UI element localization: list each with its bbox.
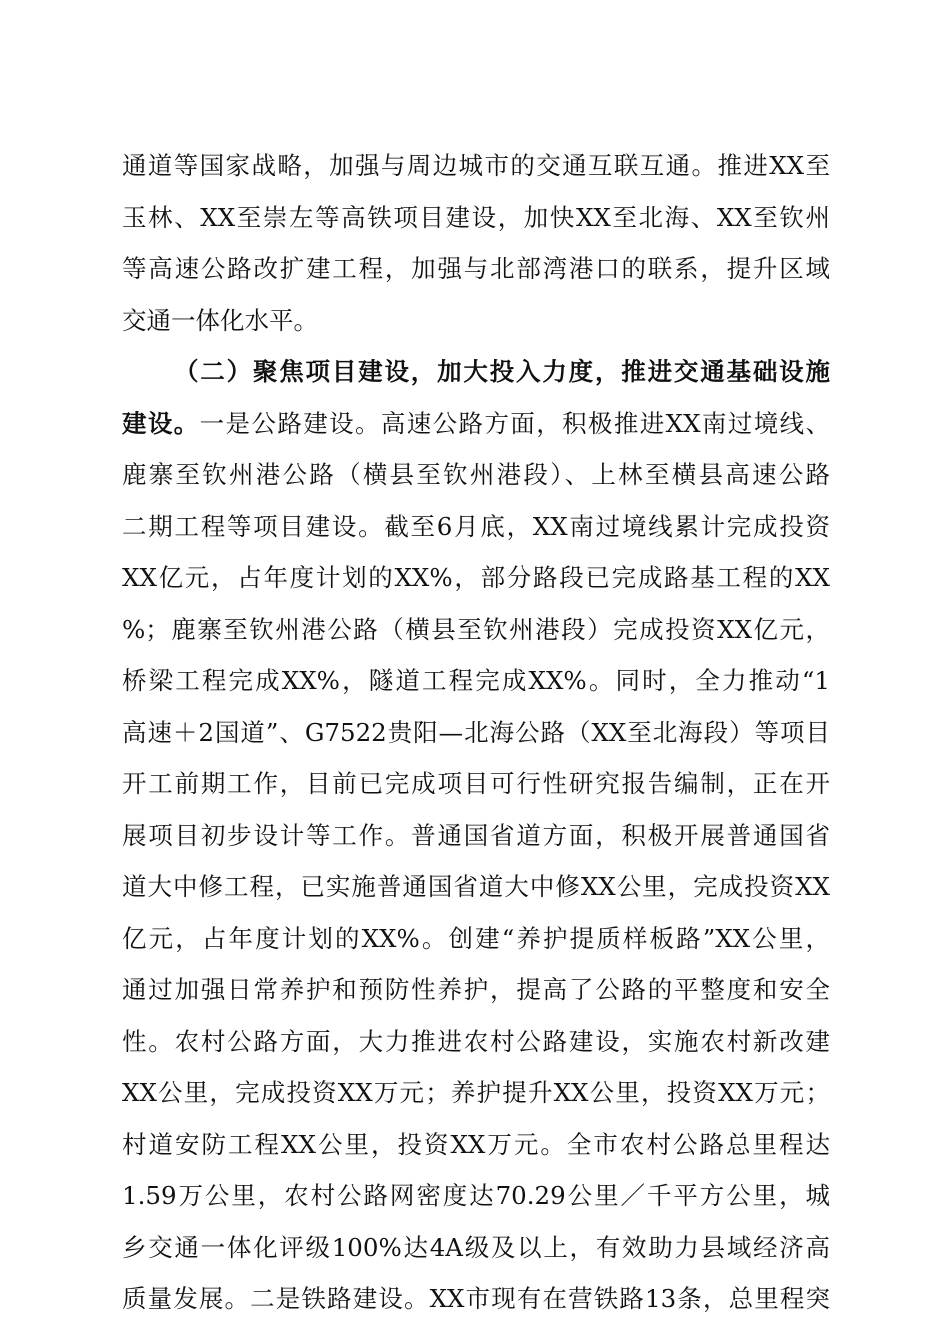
paragraph-line: 通过加强日常养护和预防性养护，提高了公路的平整度和安全 (122, 975, 830, 1004)
paragraph-line: 鹿寨至钦州港公路（横县至钦州港段）、上林至横县高速公路 (122, 460, 830, 489)
section-heading-tail: 建设。 (122, 408, 200, 438)
paragraph-line: 开工前期工作，目前已完成项目可行性研究报告编制，正在开 (122, 769, 830, 798)
paragraph-line: 通道等国家战略，加强与周边城市的交通互联互通。推进XX至 (122, 151, 830, 180)
paragraph-line: 交通一体化水平。 (122, 305, 318, 335)
paragraph-line: 1.59万公里，农村公路网密度达70.29公里／千平方公里，城 (122, 1181, 830, 1210)
paragraph-line: 亿元，占年度计划的XX%。创建“养护提质样板路”XX公里， (122, 923, 830, 953)
paragraph-line: 道大中修工程，已实施普通国省道大中修XX公里，完成投资XX (122, 872, 830, 901)
paragraph-line: 等高速公路改扩建工程，加强与北部湾港口的联系，提升区域 (122, 254, 830, 283)
paragraph-line: XX亿元，占年度计划的XX%，部分路段已完成路基工程的XX (122, 563, 830, 592)
paragraph-line: 二期工程等项目建设。截至6月底，XX南过境线累计完成投资 (122, 511, 830, 541)
paragraph-line: %；鹿寨至钦州港公路（横县至钦州港段）完成投资XX亿元， (122, 614, 830, 644)
section-heading-line: （二）聚焦项目建设，加大投入力度，推进交通基础设施 (174, 357, 830, 386)
document-body (122, 140, 830, 1325)
paragraph-line: 村道安防工程XX公里，投资XX万元。全市农村公路总里程达 (122, 1129, 830, 1159)
paragraph-line: 玉林、XX至崇左等高铁项目建设，加快XX至北海、XX至钦州 (122, 202, 830, 232)
paragraph-line: 展项目初步设计等工作。普通国省道方面，积极开展普通国省 (122, 820, 830, 850)
paragraph-line: 桥梁工程完成XX%，隧道工程完成XX%。同时，全力推动“1 (122, 666, 830, 695)
paragraph-line: 乡交通一体化评级100%达4A级及以上，有效助力县域经济高 (122, 1232, 830, 1262)
paragraph-line: 质量发展。二是铁路建设。XX市现有在营铁路13条，总里程突 (122, 1284, 830, 1313)
paragraph-line: XX公里，完成投资XX万元；养护提升XX公里，投资XX万元； (122, 1078, 830, 1107)
paragraph-line: 高速＋2国道”、G7522贵阳—北海公路（XX至北海段）等项目 (122, 717, 830, 747)
paragraph-text: 一是公路建设。高速公路方面，积极推进XX南过境线、 (199, 408, 830, 438)
paragraph-line: 性。农村公路方面，大力推进农村公路建设，实施农村新改建 (122, 1026, 830, 1056)
paragraph-line (122, 398, 830, 450)
